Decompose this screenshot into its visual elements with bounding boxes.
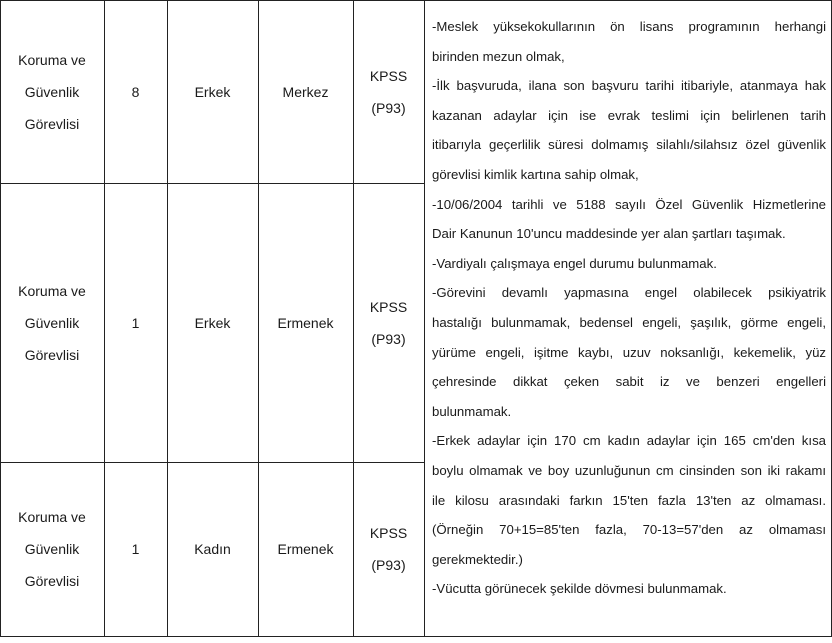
position-line: Koruma ve <box>18 509 86 525</box>
requirement-line: -Erkek adaylar için 170 cm kadın adaylar için 165 cm'den kısa <box>432 433 826 449</box>
requirement-line: -Görevini devamlı yapmasına engel olabilecek psikiyatrik <box>432 285 826 301</box>
requirements-text <box>432 12 826 604</box>
count-value: 1 <box>131 314 140 331</box>
table-border-bottom <box>0 636 832 637</box>
requirement-line: ile kilosu arasındaki farkın 15'ten fazla 13'ten az olmaması. <box>432 492 826 508</box>
exam-line: KPSS <box>369 67 408 84</box>
requirement-line: -İlk başvuruda, ilana son başvuru tarihi itibariyle, atanmaya hak <box>432 78 826 94</box>
location-value: Merkez <box>282 83 329 100</box>
exam-line: KPSS <box>369 525 408 541</box>
table-row-3-location <box>258 462 353 636</box>
requirement-line: hastalığı bulunmamak, bedensel engeli, şaşılık, görme engeli, <box>432 314 826 330</box>
requirement-line: boylu olmamak ve boy uzunluğunun cm cinsinden son iki rakamı <box>432 462 826 478</box>
position-line: Güvenlik <box>24 83 80 100</box>
table-row-2-position <box>0 183 104 462</box>
count-value: 8 <box>131 83 140 100</box>
requirement-line: birinden mezun olmak, <box>432 48 565 64</box>
requirement-line: itibarıyla geçerlilik süresi dolmamış silahlı/silahsız özel güvenlik <box>432 137 826 153</box>
table-row-1-gender <box>167 0 258 183</box>
exam-line: KPSS <box>369 298 408 315</box>
table-row-3-gender <box>167 462 258 636</box>
position-line: Görevlisi <box>24 115 80 132</box>
gender-value: Kadın <box>194 541 231 557</box>
count-value: 1 <box>131 541 140 557</box>
requirement-line: gerekmektedir.) <box>432 551 523 567</box>
requirement-line: -Vardiyalı çalışmaya engel durumu bulunmamak. <box>432 255 717 271</box>
table-row-1-position <box>0 0 104 183</box>
requirement-line: kazanan adaylar için ise evrak teslimi için belirlenen tarih <box>432 107 826 123</box>
requirement-line: -Meslek yüksekokullarının ön lisans programının herhangi <box>432 19 826 34</box>
table-row-2-exam <box>353 183 424 462</box>
requirement-line: görevlisi kimlik kartına sahip olmak, <box>432 166 639 182</box>
requirement-line: -Vücutta görünecek şekilde dövmesi bulunmamak. <box>432 581 727 597</box>
requirement-line: yürüme engeli, işitme kaybı, uzuv noksanlığı, kekemelik, yüz <box>432 344 826 360</box>
exam-line: (P93) <box>371 330 406 347</box>
table-row-2-location <box>258 183 353 462</box>
table-row-2-count <box>104 183 167 462</box>
requirement-line: bulunmamak. <box>432 403 512 419</box>
table-row-1-exam <box>353 0 424 183</box>
requirement-line: çehresinde dikkat çeken sabit iz ve benzeri engelleri <box>432 374 826 390</box>
table-row-3-exam <box>353 462 424 636</box>
gender-value: Erkek <box>194 83 231 100</box>
requirement-line: -10/06/2004 tarihli ve 5188 sayılı Özel Güvenlik Hizmetlerine <box>432 196 826 212</box>
position-line: Güvenlik <box>24 541 80 557</box>
table-row-3-position <box>0 462 104 636</box>
column-divider <box>424 0 425 637</box>
position-line: Koruma ve <box>18 282 86 299</box>
exam-line: (P93) <box>371 99 406 116</box>
position-line: Görevlisi <box>24 346 80 363</box>
table-row-3-count <box>104 462 167 636</box>
table-row-2-gender <box>167 183 258 462</box>
gender-value: Erkek <box>194 314 231 331</box>
position-line: Koruma ve <box>18 51 86 68</box>
requirement-line: Dair Kanunun 10'uncu maddesinde yer alan şartları taşımak. <box>432 226 786 242</box>
exam-line: (P93) <box>371 557 406 573</box>
position-line: Güvenlik <box>24 314 80 331</box>
requirement-line: (Örneğin 70+15=85'ten fazla, 70-13=57'den az olmaması <box>432 522 826 538</box>
table-row-1-location <box>258 0 353 183</box>
location-value: Ermenek <box>277 541 334 557</box>
table-row-1-count <box>104 0 167 183</box>
location-value: Ermenek <box>277 314 334 331</box>
position-line: Görevlisi <box>24 573 80 589</box>
